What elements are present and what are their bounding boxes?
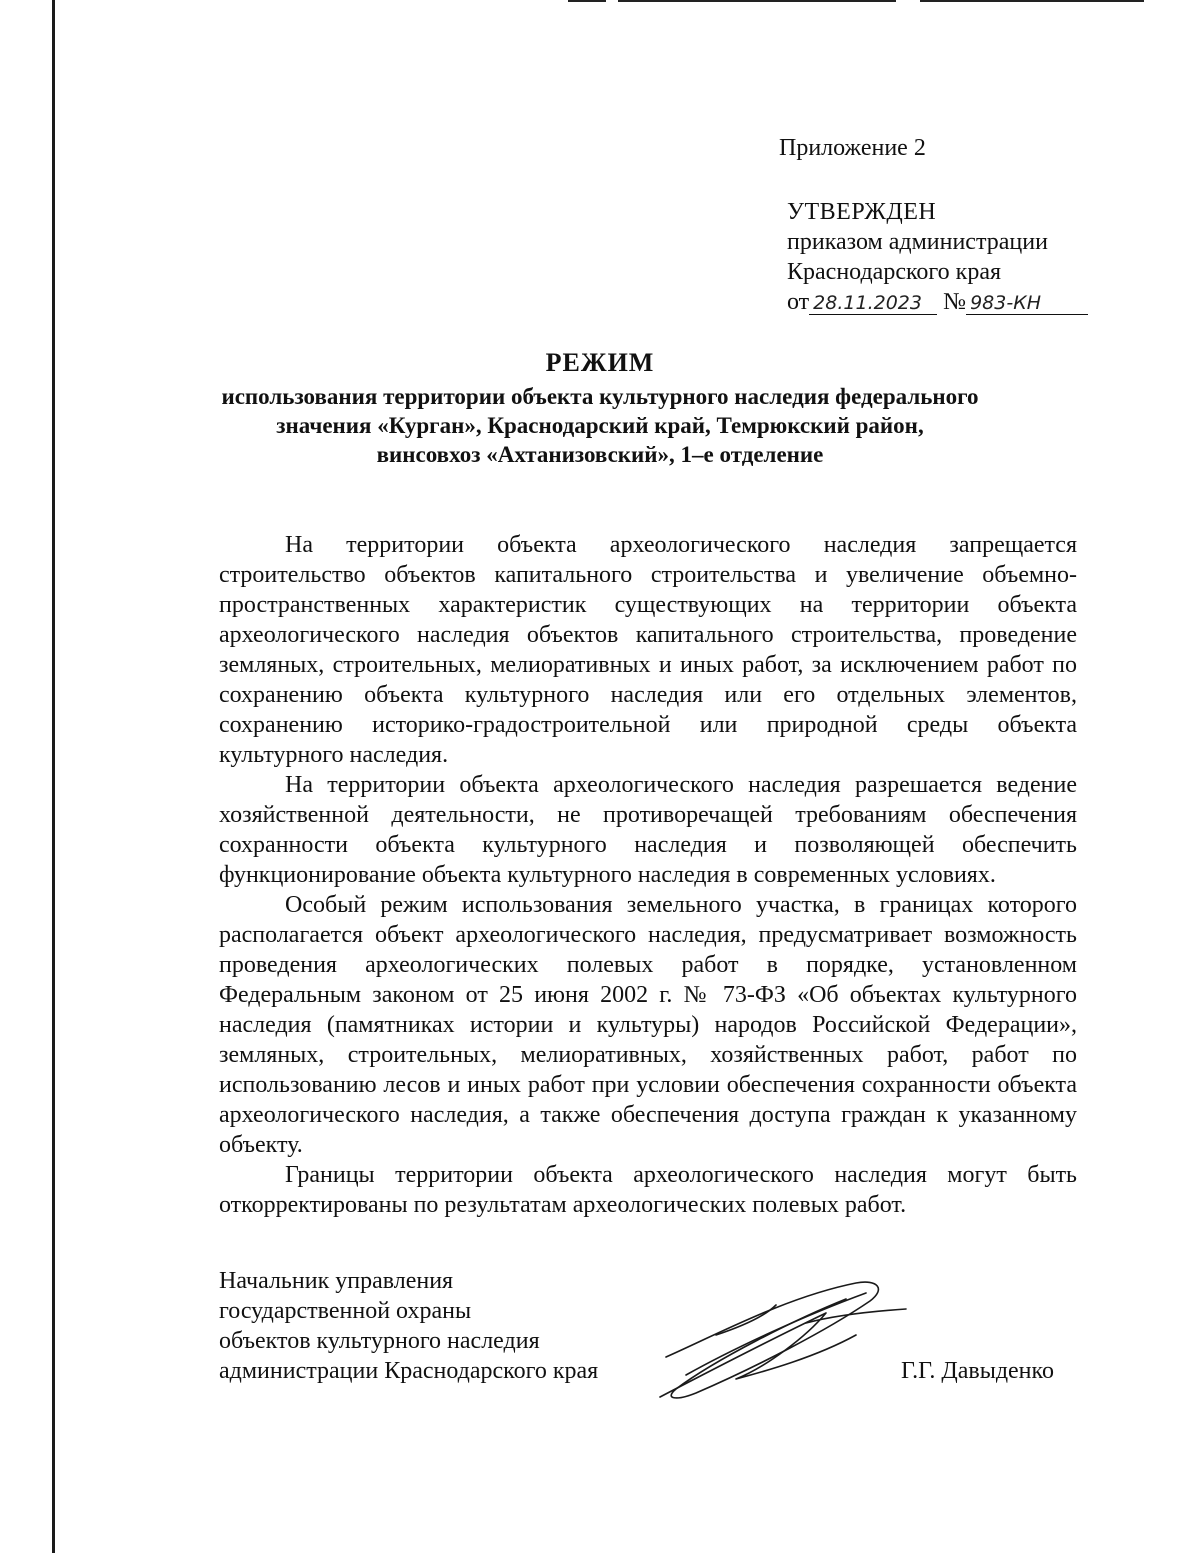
body-paragraph: Особый режим использования земельного участка, в границах которого располагается объект археологического наследия, предусматривает возможность проведения археологических полевых работ в порядке, установленном Федеральным законом от 25 июня 2002 г. № 73-ФЗ «Об объектах культурного наследия (памятниках истории и культуры) народов Российской Федерации», земляных, строительных, мелиоративных, хозяйственных работ, работ по использованию лесов и иных работ при условии обеспечения сохранности объекта археологического наследия, а также обеспечения доступа граждан к указанному объекту. <box>219 892 1077 1158</box>
subtitle-line: значения «Курган», Краснодарский край, Темрюкский район, <box>276 413 924 438</box>
document-title: РЕЖИМ <box>545 348 655 377</box>
approval-order-line: Краснодарского края <box>787 259 1002 285</box>
number-prefix: № <box>943 289 967 315</box>
date-prefix: от <box>787 289 810 315</box>
signer-position <box>219 1266 598 1386</box>
scan-edge-left <box>52 0 55 1553</box>
approval-date-number-line <box>787 287 1088 317</box>
subtitle-line: винсовхоз «Ахтанизовский», 1–е отделение <box>376 442 824 467</box>
body-paragraph: Границы территории объекта археологического наследия могут быть откорректированы по результатам археологических полевых работ. <box>219 1162 1077 1218</box>
approval-order-line: приказом администрации <box>787 229 1048 255</box>
body-paragraph: На территории объекта археологического наследия разрешается ведение хозяйственной деятельности, не противоречащей требованиям обеспечения сохранности объекта культурного наследия и позволяющей обеспечить функционирование объекта культурного наследия в современных условиях. <box>219 772 1077 888</box>
signer-name: Г.Г. Давыденко <box>901 1358 1054 1384</box>
subtitle-line: использования территории объекта культурного наследия федерального <box>221 384 979 409</box>
number-field-handwritten: 983-КН <box>966 292 1088 315</box>
approval-heading: УТВЕРЖДЕН <box>787 199 937 225</box>
body-paragraph: На территории объекта археологического наследия запрещается строительство объектов капитального строительства и увеличение объемно-пространственных характеристик существующих на территории объекта археологического наследия объектов капитального строительства, проведение земляных, строительных, мелиоративных и иных работ, за исключением работ по сохранению объекта культурного наследия или его отдельных элементов, сохранению историко-градостроительной или природной среды объекта культурного наследия. <box>219 532 1077 768</box>
signer-position-line: государственной охраны <box>219 1298 472 1324</box>
scan-edge-top <box>618 0 896 2</box>
signer-position-line: объектов культурного наследия <box>219 1328 540 1354</box>
appendix-label: Приложение 2 <box>779 135 926 161</box>
approval-block <box>787 197 1088 317</box>
date-field-handwritten: 28.11.2023 <box>809 292 937 315</box>
scan-edge-top <box>568 0 606 2</box>
handwritten-signature <box>656 1275 916 1410</box>
signer-position-line: Начальник управления <box>219 1268 454 1294</box>
document-body <box>219 530 1077 1220</box>
scan-edge-top <box>920 0 1144 2</box>
document-subtitle <box>130 382 1070 469</box>
signer-position-line: администрации Краснодарского края <box>219 1358 599 1384</box>
